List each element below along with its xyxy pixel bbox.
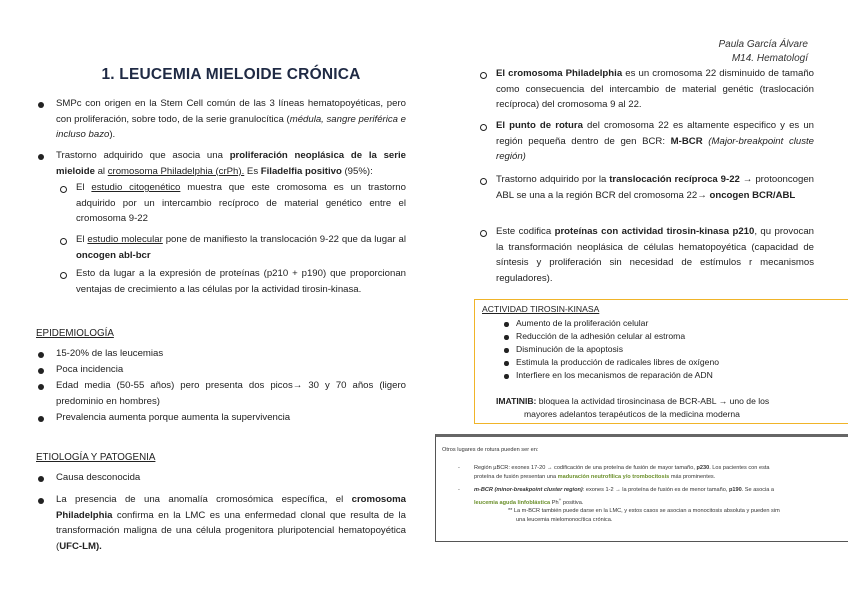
course-name: M14. Hematologí [731,53,808,64]
bullet-icon [38,498,44,504]
inset-line-5: ** La m-BCR también puede darse en la LMC, y estos casos se asocian a monocitosis absoluta y pueden sim [508,508,780,514]
bullet-icon [38,154,44,160]
intro-sub-2: El estudio molecular pone de manifiesto la translocación 9-22 que da lugar al oncogen abl-bcr [76,234,406,261]
epidemiology-heading: EPIDEMIOLOGÍA [36,328,114,339]
inset-line-3: m-BCR (minor-breakpoint cluster region): exones 1-2 → la proteína de fusión es de menor tamaño, p190. Se asocia a [474,487,775,493]
bullet-icon [504,335,509,340]
bullet-icon [38,384,44,390]
author-header [719,38,809,66]
inset-line-2: proteína de fusión presentan una maduración neutrofílica y/o trombocitosis más prominentes. [474,474,716,480]
intro-sub-1: El estudio citogenético muestra que este cromosoma es un trastorno adquirido por un intercambio recíproco de material genético entre el cromosoma 9-22 [76,182,406,224]
intro-sub-3: Esto da lugar a la expresión de proteínas (p210 + p190) que proporcionan ventajas de crecimiento a las células por la actividad tirosin-kinasa. [76,268,406,295]
etiology-item-1: Causa desconocida [56,472,141,483]
imatinib-note-2: mayores adelantos terapéuticos de la medicina moderna [524,409,740,419]
epidemiology-item: 15-20% de las leucemias [56,348,164,359]
sub-bullet-icon [60,186,67,193]
etiology-item-2: La presencia de una anomalía cromosómica específica, el cromosoma Philadelphia confirma en la LMC es una enfermedad clonal que resulta de la transformación maligna de una célula progenitora pluripotencial hematopoyética (UFC-LM). [56,494,406,552]
bullet-icon [504,348,509,353]
tk-item: Disminución de la apoptosis [516,344,624,354]
tk-item: Interfiere en los mecanismos de reparación de ADN [516,370,713,380]
bullet-icon [38,352,44,358]
sub-bullet-icon [480,72,487,79]
inset-intro: Otros lugares de rotura pueden ser en: [442,447,539,453]
sub-bullet-icon [60,238,67,245]
epidemiology-item: Poca incidencia [56,364,124,375]
etiology-heading: ETIOLOGÍA Y PATOGENIA [36,452,156,463]
epidemiology-item: Prevalencia aumenta porque aumenta la supervivencia [56,412,291,423]
author-name: Paula García Álvare [718,39,808,50]
inset-line-6: una leucemia mielomonocítica crónica. [516,517,613,523]
intro-bullet-2: Trastorno adquirido que asocia una proliferación neoplásica de la serie mieloide al cromosoma Philadelphia (crPh). Es Filadelfia positivo (95%): [56,150,406,177]
bullet-icon [504,374,509,379]
tyrosine-kinase-title: ACTIVIDAD TIROSIN-KINASA [482,304,600,314]
tk-item: Aumento de la proliferación celular [516,318,649,328]
tk-item: Reducción de la adhesión celular al estroma [516,331,686,341]
page-title: 1. LEUCEMIA MIELOIDE CRÓNICA [101,66,361,83]
inset-line-1: Región µBCR: exones 17-20 → codificación de una proteína de fusión de mayor tamaño, p230. Los pacientes con esta [474,465,770,471]
sub-bullet-icon [480,124,487,131]
sub-bullet-icon [480,178,487,185]
bullet-icon [38,102,44,108]
right-item-2: El punto de rotura del cromosoma 22 es altamente especifico y es un región pequeña dentro de gen BCR: M-BCR (Major-breakpoint cluste región) [496,120,815,162]
right-item-1: El cromosoma Philadelphia es un cromosoma 22 disminuido de tamaño como consecuencia del intercambio de material genétic (traslocación recíproca) del cromosoma 9 al 22. [496,68,815,110]
right-item-4: Este codifica proteínas con actividad tirosin-kinasa p210, qu provocan la transformación neoplásica de células hematopoyética (capacidad de síntesis y proliferación sin necesidad de estímulos r mecanismos reguladores). [496,226,814,284]
bullet-icon [504,361,509,366]
inset-dash: - [458,487,460,493]
intro-bullet-1: SMPc con origen en la Stem Cell común de las 3 líneas hematopoyéticas, pero con proliferación, sobre todo, de la serie granulocítica (médula, sangre periférica e incluso bazo). [56,98,406,140]
bullet-icon [38,416,44,422]
bullet-icon [504,322,509,327]
bullet-icon [38,368,44,374]
inset-dash: - [458,465,460,471]
imatinib-note: IMATINIB: bloquea la actividad tirosincinasa de BCR-ABL → uno de los [496,396,770,406]
bullet-icon [38,476,44,482]
inset-line-4: leucemia aguda linfoblástica Ph+ positiva. [474,497,584,506]
sub-bullet-icon [480,230,487,237]
sub-bullet-icon [60,272,67,279]
epidemiology-item: Edad media (50-55 años) pero presenta dos picos→ 30 y 70 años (ligero predominio en hombres) [56,380,406,407]
right-item-3: Trastorno adquirido por la translocación recíproca 9-22 → protooncogen ABL se una a la región BCR del cromosoma 22→ oncogen BCR/ABL [496,174,815,201]
tk-item: Estimula la producción de radicales libres de oxígeno [516,357,720,367]
